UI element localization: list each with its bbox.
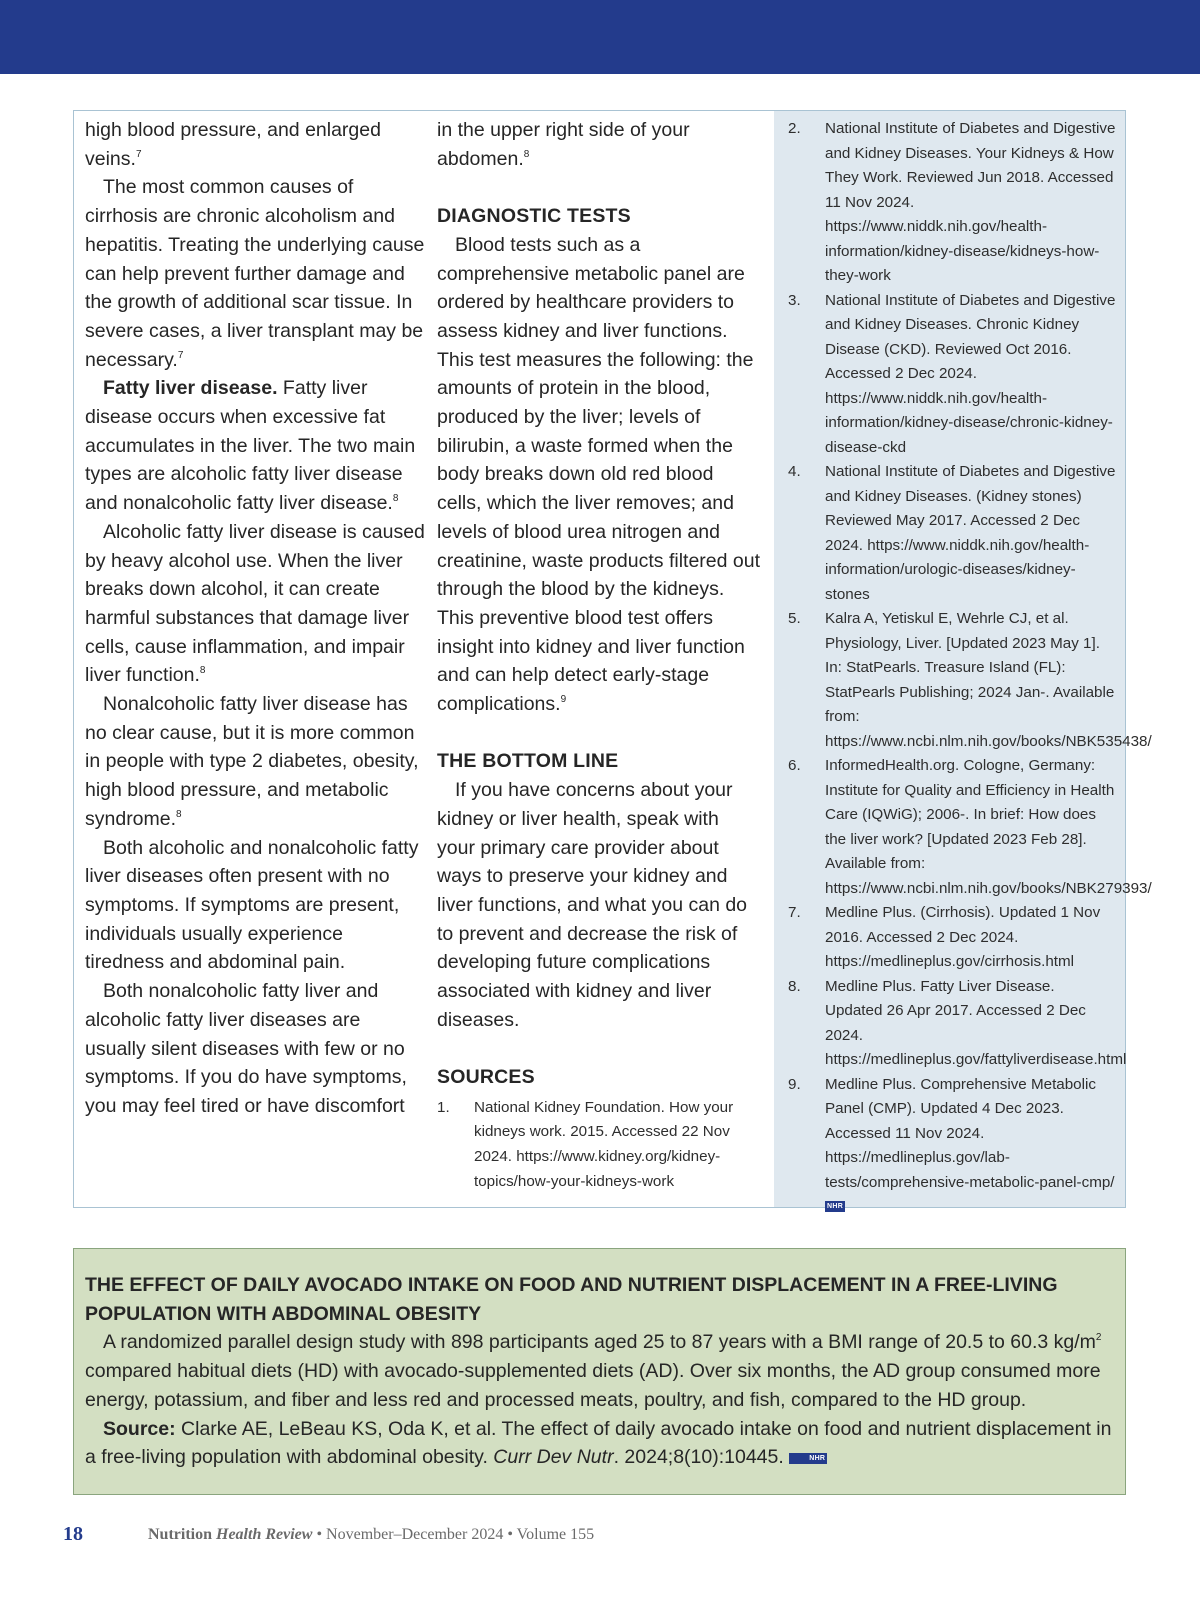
reference-number: 4.	[788, 463, 801, 480]
reference-text: Kalra A, Yetiskul E, Wehrle CJ, et al. Physiology, Liver. [Updated 2023 May 1]. In: StatPearls. Treasure Island (FL): StatPearls Publishing; 2024 Jan-. Available from: https://www.ncbi.nlm.nih.gov/books/NBK535438/	[825, 610, 1152, 750]
reference-number: 5.	[788, 610, 801, 627]
journal-name: Curr Dev Nutr	[493, 1446, 614, 1469]
reference-item	[788, 289, 1116, 461]
reference-text: Medline Plus. Comprehensive Metabolic Panel (CMP). Updated 4 Dec 2023. Accessed 11 Nov 2024. https://medlineplus.gov/lab-tests/comprehensive-metabolic-panel-cmp/	[825, 1075, 1115, 1191]
section-heading-bottom-line: THE BOTTOM LINE	[437, 750, 619, 773]
paragraph: Fatty liver disease. Fatty liver disease occurs when excessive fat accumulates in the liver. The two main types are alcoholic fatty liver disease and nonalcoholic fatty liver disease.$^8$	[85, 377, 416, 515]
reference-item	[788, 975, 1127, 1073]
publication-name: Nutrition	[148, 1526, 212, 1543]
paragraph: Blood tests such as a comprehensive metabolic panel are ordered by healthcare providers to assess kidney and liver functions. This test measures the following: the amounts of protein in the blood, produced by the liver; levels of bilirubin, a waste formed when the body breaks down old red blood cells, which the liver removes; and levels of blood urea nitrogen and creatinine, waste products filtered out through the blood by the kidneys. This preventive blood test offers insight into kidney and liver function and can help detect early-stage complications.$^9$	[437, 233, 761, 716]
research-summary-source: Source: Clarke AE, LeBeau KS, Oda K, et al. The effect of daily avocado intake on food and nutrient displacement in a free-living population with abdominal obesity. Curr Dev Nutr. 2024;8(10):10445. NHR	[85, 1417, 1112, 1469]
section-heading-sources: SOURCES	[437, 1066, 535, 1089]
paragraph: high blood pressure, and enlarged veins.$^7$	[85, 119, 381, 170]
paragraph: Both nonalcoholic fatty liver and alcoholic fatty liver diseases are usually silent diseases with few or no symptoms. If you do have symptoms, you may feel tired or have discomfort	[85, 980, 407, 1117]
reference-text: National Institute of Diabetes and Digestive and Kidney Diseases. (Kidney stones) Reviewed May 2017. Accessed 2 Dec 2024. https://www.niddk.nih.gov/health-information/urologic-diseases/kidney-stones	[825, 463, 1116, 603]
volume-number: Volume 155	[516, 1526, 595, 1543]
paragraph: If you have concerns about your kidney or liver health, speak with your primary care provider about ways to preserve your kidney and liver functions, and what you can do to prevent and decrease the risk of developing future complications associated with kidney and liver diseases.	[437, 779, 748, 1031]
reference-number: 9.	[788, 1075, 801, 1093]
issue-date: November–December 2024	[326, 1526, 504, 1543]
reference-text: Medline Plus. (Cirrhosis). Updated 1 Nov 2016. Accessed 2 Dec 2024. https://medlineplus.gov/cirrhosis.html	[825, 904, 1101, 970]
reference-text: National Institute of Diabetes and Digestive and Kidney Diseases. Your Kidneys & How They Work. Reviewed Jun 2018. Accessed 11 Nov 2024. https://www.niddk.nih.gov/health-information/kidney-disease/kidneys-how-they-work	[825, 120, 1116, 284]
reference-item	[788, 901, 1116, 975]
references-list	[788, 117, 1152, 1220]
reference-number: 1.	[437, 1098, 450, 1116]
paragraph: in the upper right side of your abdomen.$^8$	[437, 119, 690, 170]
reference-item	[437, 1096, 762, 1194]
reference-text: Medline Plus. Fatty Liver Disease. Updated 26 Apr 2017. Accessed 2 Dec 2024. https://medlineplus.gov/fattyliverdisease.html	[825, 977, 1127, 1068]
paragraph: The most common causes of cirrhosis are chronic alcoholism and hepatitis. Treating the underlying cause can help prevent further damage and the growth of additional scar tissue. In severe cases, a liver transplant may be necessary.$^7$	[85, 176, 425, 371]
reference-item	[788, 460, 1116, 607]
references-list	[437, 1096, 762, 1194]
reference-number: 6.	[788, 757, 801, 774]
reference-item	[788, 1073, 1116, 1220]
article-column-3	[788, 117, 1152, 1220]
reference-number: 3.	[788, 291, 801, 309]
header-band	[0, 0, 1200, 74]
reference-number: 8.	[788, 977, 801, 995]
publication-name-italic: Health Review	[216, 1526, 313, 1543]
reference-number: 2.	[788, 120, 801, 137]
research-summary-title: THE EFFECT OF DAILY AVOCADO INTAKE ON FOOD AND NUTRIENT DISPLACEMENT IN A FREE-LIVING POPULATION WITH ABDOMINAL OBESITY	[85, 1274, 1058, 1325]
research-summary-content	[85, 1271, 1115, 1472]
page-number: 18	[63, 1523, 83, 1545]
reference-item	[788, 754, 1152, 901]
section-heading-diagnostic-tests: DIAGNOSTIC TESTS	[437, 205, 631, 228]
paragraph: Both alcoholic and nonalcoholic fatty liver diseases often present with no symptoms. If symptoms are present, individuals usually experience tiredness and abdominal pain.	[85, 836, 419, 974]
nhr-end-mark: NHR	[827, 1203, 844, 1211]
reference-number: 7.	[788, 904, 801, 921]
paragraph: Nonalcoholic fatty liver disease has no clear cause, but it is more common in people with type 2 diabetes, obesity, high blood pressure, and metabolic syndrome.$^8$	[85, 693, 419, 830]
footer-publication-line: Nutrition Health Review • November–December 2024 • Volume 155	[148, 1526, 595, 1543]
reference-text: National Kidney Foundation. How your kidneys work. 2015. Accessed 22 Nov 2024. https://www.kidney.org/kidney-topics/how-your-kidneys-work	[474, 1098, 734, 1190]
subheading: Fatty liver disease.	[103, 377, 278, 400]
reference-item	[788, 117, 1116, 289]
reference-text: InformedHealth.org. Cologne, Germany: Institute for Quality and Efficiency in Health Care (IQWiG); 2006-. In brief: How does the liver work? [Updated 2023 Feb 28]. Available from: https://www.ncbi.nlm.nih.gov/books/NBK279393/	[825, 757, 1152, 897]
article-column-1	[85, 116, 425, 1121]
reference-text: National Institute of Diabetes and Digestive and Kidney Diseases. Chronic Kidney Disease (CKD). Reviewed Oct 2016. Accessed 2 Dec 2024. https://www.niddk.nih.gov/health-information/kidney-disease/chronic-kidney-disease-ckd	[825, 291, 1116, 456]
nhr-end-mark: NHR	[789, 1453, 827, 1464]
article-column-2	[437, 116, 762, 1194]
research-summary-body: A randomized parallel design study with 898 participants aged 25 to 87 years with a BMI range of 20.5 to 60.3 $kg/m^2$ compared habitual diets (HD) with avocado-supplemented diets (AD). Over six months, the AD group consumed more energy, potassium, and fiber and less red and processed meats, poultry, and fish, compared to the HD group.	[85, 1331, 1102, 1411]
reference-item	[788, 607, 1152, 754]
source-label: Source:	[103, 1417, 176, 1440]
paragraph: Alcoholic fatty liver disease is caused by heavy alcohol use. When the liver breaks down alcohol, it can create harmful substances that damage liver cells, cause inflammation, and impair liver function.$^8$	[85, 520, 425, 687]
